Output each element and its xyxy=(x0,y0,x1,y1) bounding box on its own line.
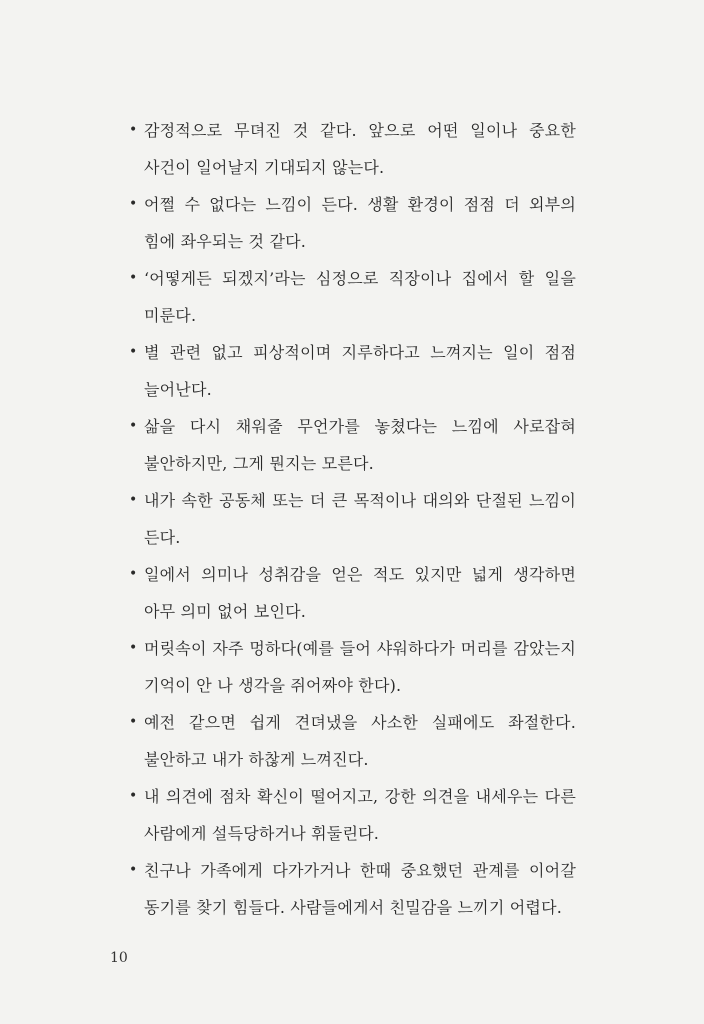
bullet-icon: • xyxy=(129,714,138,730)
list-item-text: 예전 같으면 쉽게 견뎌냈을 사소한 실패에도 좌절한다. 불안하고 내가 하찮게 느껴진다. xyxy=(144,713,576,769)
list-item xyxy=(128,112,576,186)
bullet-icon: • xyxy=(129,344,138,360)
list-item-text: 내 의견에 점차 확신이 떨어지고, 강한 의견을 내세우는 다른 사람에게 설득당하거나 휘둘린다. xyxy=(144,787,576,843)
list-item-text: 별 관련 없고 피상적이며 지루하다고 느껴지는 일이 점점 늘어난다. xyxy=(144,343,576,399)
list-item-text: 머릿속이 자주 멍하다(예를 들어 샤워하다가 머리를 감았는지 기억이 안 나 생각을 쥐어짜야 한다). xyxy=(144,639,576,695)
list-item-text: 내가 속한 공동체 또는 더 큰 목적이나 대의와 단절된 느낌이 든다. xyxy=(144,491,576,547)
list-item xyxy=(128,260,576,334)
bullet-icon: • xyxy=(129,122,138,138)
list-item-text: 일에서 의미나 성취감을 얻은 적도 있지만 넓게 생각하면 아무 의미 없어 보인다. xyxy=(144,565,576,621)
list-item-text: 감정적으로 무뎌진 것 같다. 앞으로 어떤 일이나 중요한 사건이 일어날지 기대되지 않는다. xyxy=(144,121,576,177)
page-number: 10 xyxy=(110,950,128,966)
list-item xyxy=(128,630,576,704)
bullet-icon: • xyxy=(129,862,138,878)
list-item xyxy=(128,334,576,408)
bullet-icon: • xyxy=(129,196,138,212)
bullet-icon: • xyxy=(129,418,138,434)
list-item xyxy=(128,556,576,630)
list-item-text: ‘어떻게든 되겠지’라는 심정으로 직장이나 집에서 할 일을 미룬다. xyxy=(144,269,576,325)
list-item xyxy=(128,852,576,926)
bullet-icon: • xyxy=(129,788,138,804)
list-item xyxy=(128,186,576,260)
bullet-icon: • xyxy=(129,640,138,656)
list-item xyxy=(128,482,576,556)
symptom-list xyxy=(128,112,576,926)
list-item-text: 어쩔 수 없다는 느낌이 든다. 생활 환경이 점점 더 외부의 힘에 좌우되는 것 같다. xyxy=(144,195,576,251)
bullet-icon: • xyxy=(129,270,138,286)
list-item xyxy=(128,778,576,852)
bullet-icon: • xyxy=(129,492,138,508)
list-item-text: 친구나 가족에게 다가가거나 한때 중요했던 관계를 이어갈 동기를 찾기 힘들다. 사람들에게서 친밀감을 느끼기 어렵다. xyxy=(144,861,576,917)
list-item xyxy=(128,408,576,482)
list-item-text: 삶을 다시 채워줄 무언가를 놓쳤다는 느낌에 사로잡혀 불안하지만, 그게 뭔지는 모른다. xyxy=(144,417,576,473)
bullet-icon: • xyxy=(129,566,138,582)
list-item xyxy=(128,704,576,778)
